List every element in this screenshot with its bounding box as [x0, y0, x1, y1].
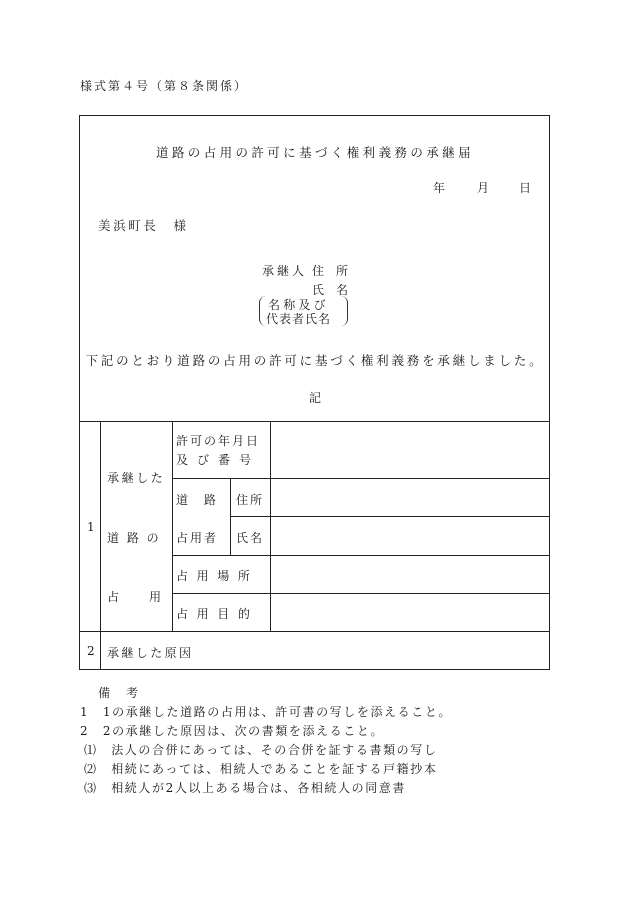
ki-label: 記 [308, 391, 321, 405]
row1-label-line2: 道 路 の [107, 531, 161, 545]
row1-label-line3: 占 用 [107, 590, 164, 604]
successor-name-label: 氏 名 [312, 283, 349, 297]
table-line [79, 631, 550, 632]
addressee: 美浜町長 様 [98, 218, 189, 233]
form-number-label: 様式第４号（第８条関係） [80, 79, 249, 93]
table-col-line [230, 478, 231, 555]
corp-name-line1: 名称及び [268, 298, 329, 312]
table-line [230, 516, 550, 517]
table-col-line [172, 421, 173, 631]
document-title: 道路の占用の許可に基づく権利義務の承継届 [155, 145, 474, 160]
row-number-1: 1 [87, 520, 95, 534]
table-line [172, 593, 550, 594]
occupant-address-label: 住所 [236, 493, 265, 507]
successor-label: 承継人 [262, 264, 308, 278]
table-col-line [100, 421, 101, 670]
permit-number-label: 及 び 番 号 [176, 453, 254, 467]
occupant-label-line2: 占用者 [176, 531, 219, 545]
successor-address-label: 住 所 [312, 264, 349, 278]
notes-heading: 備 考 [98, 686, 141, 700]
succession-reason-label: 承継した原因 [107, 646, 194, 660]
note-subitem-2: ⑵ 相続にあっては、相続人であることを証する戸籍抄本 [84, 762, 438, 776]
occupant-name-label: 氏名 [236, 531, 265, 545]
table-top-line [79, 421, 550, 422]
row-number-2: 2 [87, 644, 95, 658]
occupant-label-line1: 道 路 [176, 493, 219, 507]
permit-date-label: 許可の年月日 [176, 434, 261, 448]
statement-text: 下記のとおり道路の占用の許可に基づく権利義務を承継しました。 [85, 353, 545, 368]
note-item-2: 2 2の承継した原因は、次の書類を添えること。 [80, 724, 385, 738]
corp-name-line2: 代表者氏名 [266, 312, 332, 326]
occupancy-purpose-label: 占 用 目 的 [176, 607, 253, 621]
date-year-label: 年 [433, 181, 446, 195]
date-day-label: 日 [519, 181, 532, 195]
date-month-label: 月 [477, 181, 490, 195]
note-item-1: 1 1の承継した道路の占用は、許可書の写しを添えること。 [80, 705, 453, 719]
note-subitem-3: ⑶ 相続人が2人以上ある場合は、各相続人の同意書 [84, 781, 407, 795]
note-subitem-1: ⑴ 法人の合併にあっては、その合併を証する書類の写し [84, 743, 438, 757]
occupancy-place-label: 占 用 場 所 [176, 569, 253, 583]
table-col-line [270, 421, 271, 631]
row1-label-line1: 承継した [107, 471, 166, 485]
table-line [172, 555, 550, 556]
table-line [172, 478, 550, 479]
